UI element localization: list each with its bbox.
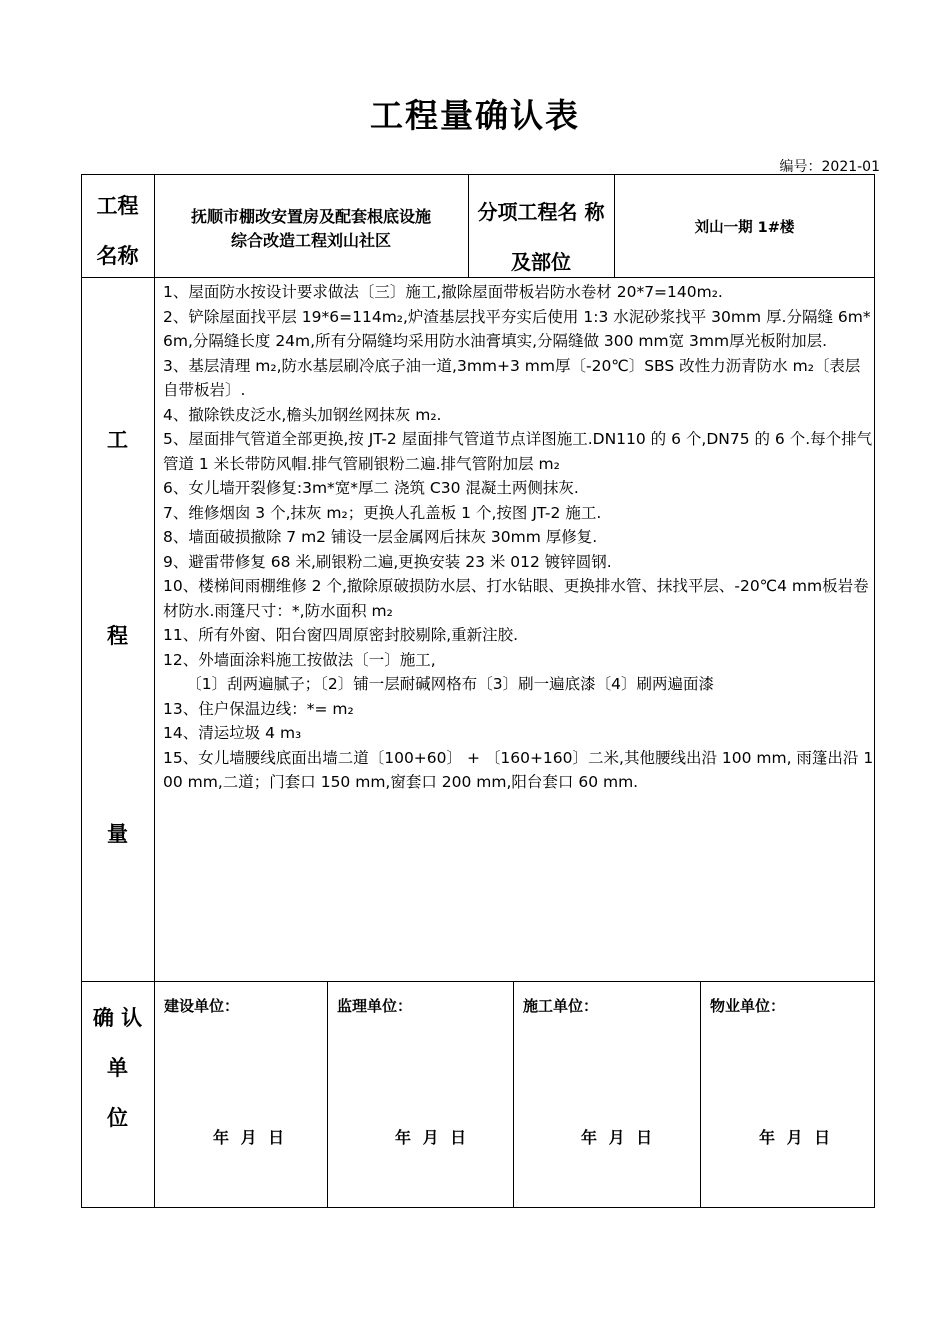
column-divider-sign-1 — [327, 981, 328, 1208]
quantity-label-3: 量 — [107, 822, 128, 846]
project-name-line-1: 抚顺市棚改安置房及配套根底设施 — [190, 207, 431, 226]
column-divider-label — [154, 174, 155, 1208]
page-title: 工程量确认表 — [370, 96, 580, 135]
work-item: 5、屋面排气管道全部更换,按 JT-2 屋面排气管道节点详图施工.DN110 的 6 个,DN75 的 6 个.每个排气管道 1 米长带防风帽.排气管刷银粉二遍.排气管附加层 m₂ — [163, 430, 873, 473]
confirm-label-1: 确 认 — [92, 1006, 143, 1030]
work-item: 14、清运垃圾 4 m₃ — [163, 724, 302, 742]
work-item: 4、撤除铁皮泛水,檐头加钢丝网抹灰 m₂. — [163, 405, 442, 424]
construction-unit-date: 年 月 日 — [213, 1128, 288, 1147]
confirm-label-2: 单 — [107, 1056, 128, 1080]
work-items-list — [163, 280, 875, 795]
property-unit-date: 年 月 日 — [759, 1128, 834, 1147]
confirm-label-3: 位 — [107, 1106, 128, 1130]
work-item: 〔1〕刮两遍腻子；〔2〕铺一层耐碱网格布〔3〕刷一遍底漆〔4〕刷两遍面漆 — [163, 675, 714, 693]
project-name-line-2: 综合改造工程刘山社区 — [230, 231, 391, 250]
quantity-label-2: 程 — [107, 624, 128, 648]
row-divider-quantity — [81, 981, 875, 982]
sub-item-label-2: 及部位 — [511, 250, 571, 274]
supervision-unit-date: 年 月 日 — [395, 1128, 470, 1147]
work-item: 13、住户保温边线：*= m₂ — [163, 699, 354, 718]
work-item: 9、避雷带修复 68 米,刷银粉二遍,更换安装 23 米 012 镀锌圆钢. — [163, 552, 612, 571]
document-number: 编号：2021-01 — [779, 159, 880, 175]
work-item: 6、女儿墙开裂修复:3m*宽*厚二 浇筑 C30 混凝土两侧抹灰. — [163, 479, 579, 497]
work-item: 2、铲除屋面找平层 19*6=114m₂,炉渣基层找平夯实后使用 1:3 水泥砂浆找平 30mm 厚.分隔缝 6m*6m,分隔缝长度 24m,所有分隔缝均采用防水油膏填实,分隔缝做 300 mm宽 3mm厚光板附加层. — [163, 307, 871, 350]
column-divider-sign-3 — [700, 981, 701, 1208]
sub-item-value: 刘山一期 1#楼 — [694, 220, 795, 236]
column-divider-sign-2 — [513, 981, 514, 1208]
contractor-unit-label: 施工单位： — [523, 997, 599, 1015]
property-unit-label: 物业单位： — [710, 997, 786, 1015]
work-item: 1、屋面防水按设计要求做法〔三〕施工,撤除屋面带板岩防水卷材 20*7=140m₂. — [163, 283, 723, 301]
contractor-unit-date: 年 月 日 — [581, 1128, 656, 1147]
work-item: 8、墙面破损撤除 7 m2 铺设一层金属网后抹灰 30mm 厚修复. — [163, 528, 598, 546]
work-item: 15、女儿墙腰线底面出墙二道〔100+60〕 + 〔160+160〕二米,其他腰线出沿 100 mm, 雨篷出沿 100 mm,二道；门套口 150 mm,窗套口 200 mm,阳台套口 60 mm. — [163, 748, 874, 791]
row-divider-header — [81, 277, 875, 278]
quantity-label-1: 工 — [107, 428, 128, 452]
project-name-label-1: 工程 — [96, 194, 139, 218]
supervision-unit-label: 监理单位： — [337, 997, 413, 1015]
sub-item-label-1: 分项工程名 称 — [477, 200, 605, 224]
work-item: 12、外墙面涂料施工按做法〔一〕施工, — [163, 650, 436, 669]
work-item: 11、所有外窗、阳台窗四周原密封胶剔除,重新注胶. — [163, 626, 519, 644]
work-item: 7、维修烟囱 3 个,抹灰 m₂；更换人孔盖板 1 个,按图 JT-2 施工. — [163, 503, 602, 522]
construction-unit-label: 建设单位： — [164, 997, 240, 1015]
project-name-label-2: 名称 — [96, 244, 139, 268]
work-item: 3、基层清理 m₂,防水基层刷冷底子油一道,3mm+3 mm厚〔-20℃〕SBS 改性力沥青防水 m₂〔表层自带板岩〕. — [163, 356, 861, 399]
work-item: 10、楼梯间雨棚维修 2 个,撤除原破损防水层、打水钻眼、更换排水管、抹找平层、-20℃4 mm板岩卷材防水.雨篷尺寸：*,防水面积 m₂ — [163, 577, 869, 620]
